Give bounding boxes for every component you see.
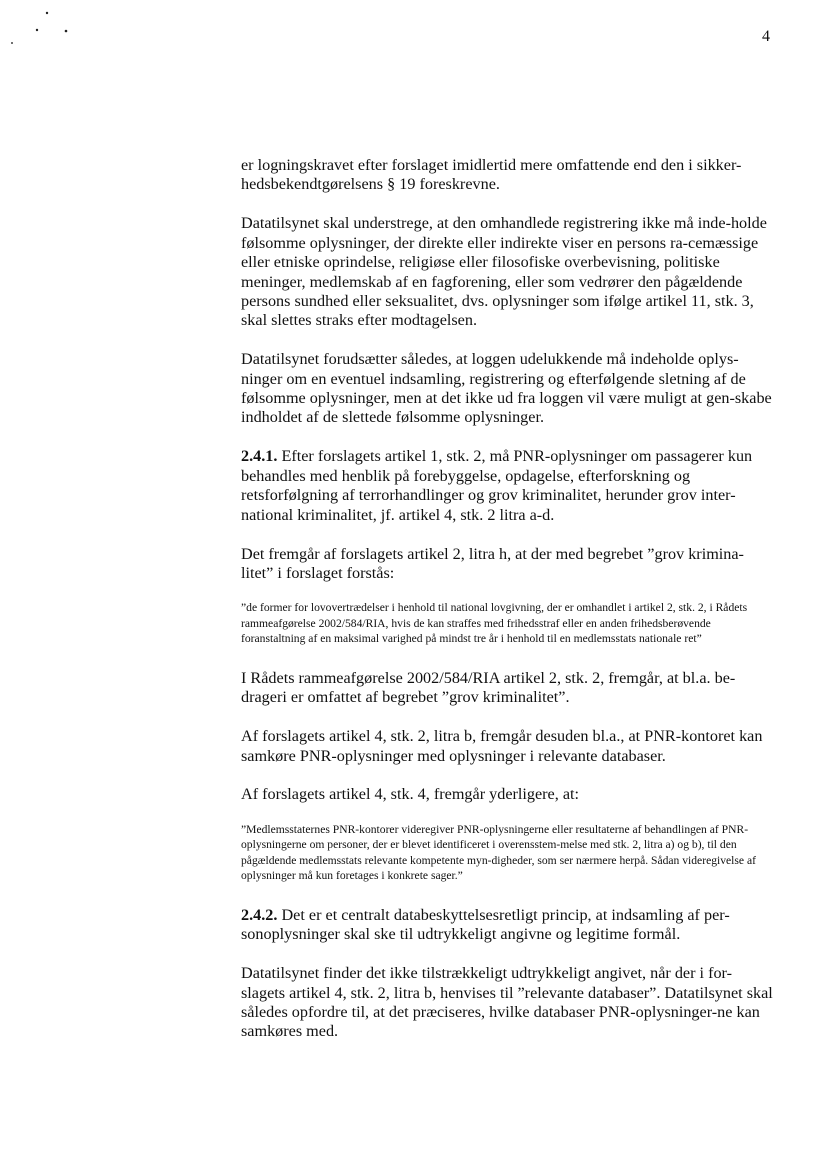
section-number: 2.4.1. <box>241 447 278 466</box>
page-number: 4 <box>762 28 770 45</box>
scan-artifact-dots <box>0 0 80 50</box>
section-text: Efter forslagets artikel 1, stk. 2, må PNR-oplysninger om passagerer kun behandles med henblik på forebyggelse, opdagelse, efterforskning og retsforfølgning af terrorhandlinger og grov kriminalitet, herunder grov inter-national kriminalitet, jf. artikel 4, stk. 2 litra a-d. <box>241 447 753 524</box>
quote-definition: ”de former for lovovertrædelser i henhold til national lovgivning, der er omhandlet i artikel 2, stk. 2, i Rådets rammeafgørelse 2002/584/RIA, hvis de kan straffes med frihedsstraf eller en anden frihedsberøvende foranstaltning af en maksimal varighed på mindst tre år i henhold til en medlemsstats nationale ret” <box>241 601 748 646</box>
paragraph-framework-decision: I Rådets rammeafgørelse 2002/584/RIA artikel 2, stk. 2, fremgår, at bl.a. be-drageri er omfattet af begrebet ”grov kriminalitet”. <box>241 668 736 707</box>
paragraph-sensitive-data: Datatilsynet skal understrege, at den omhandlede registrering ikke må inde-holde følsomme oplysninger, der direkte eller indirekte viser en persons ra-cemæssige eller etniske oprindelse, religiøse eller filosofiske overbevisning, politiske meninger, medlemskab af en fagforening, eller som vedrører den pågældende persons sundhed eller seksualitet, dvs. oplysninger som ifølge artikel 11, stk. 3, skal slettes straks efter modtagelsen. <box>241 214 767 330</box>
paragraph-definition: Det fremgår af forslagets artikel 2, litra h, at der med begrebet ”grov krimina-litet” i forslaget forstås: <box>241 544 744 582</box>
quote-article-4-4: ”Medlemsstaternes PNR-kontorer videregiver PNR-oplysningerne eller resultaterne af behandlingen af PNR-oplysningerne om personer, der er blevet identificeret i overensstem-melse med stk. 2, litra a) og b), til den pågældende medlemsstats relevante kompetente myn-digheder, som ser nærmere herpå. Sådan videregivelse af oplysninger må kun foretages i konkrete sager.” <box>241 822 756 883</box>
paragraph-logging: er logningskravet efter forslaget imidlertid mere omfattende end den i sikker-hedsbekendtgørelsens § 19 foreskrevne. <box>241 156 742 194</box>
paragraph-article-4-4: Af forslagets artikel 4, stk. 4, fremgår yderligere, at: <box>241 785 580 804</box>
paragraph-relevant-databases: Datatilsynet finder det ikke tilstrækkeligt udtrykkeligt angivet, når der i for-slagets artikel 4, stk. 2, litra b, henvises til ”relevante databaser”. Datatilsynet skal således opfordre til, at det præciseres, hvilke databaser PNR-oplysninger-ne kan samkøres med. <box>241 964 773 1041</box>
section-number: 2.4.2. <box>241 905 278 924</box>
section-2-4-1 <box>241 447 773 525</box>
section-text: Det er et centralt databeskyttelsesretligt princip, at indsamling af per-sonoplysninger skal ske til udtrykkeligt angivne og legitime formål. <box>241 905 730 944</box>
paragraph-log-content: Datatilsynet forudsætter således, at loggen udelukkende må indeholde oplys-ninger om en eventuel indsamling, registrering og efterfølgende sletning af de følsomme oplysninger, men at det ikke ud fra loggen vil være muligt at gen-skabe indholdet af de slettede følsomme oplysninger. <box>241 350 772 427</box>
paragraph-article-4-2: Af forslagets artikel 4, stk. 2, litra b, fremgår desuden bl.a., at PNR-kontoret kan samkøre PNR-oplysninger med oplysninger i relevante databaser. <box>241 727 763 765</box>
body-text <box>241 156 773 1061</box>
section-2-4-2 <box>241 906 773 945</box>
